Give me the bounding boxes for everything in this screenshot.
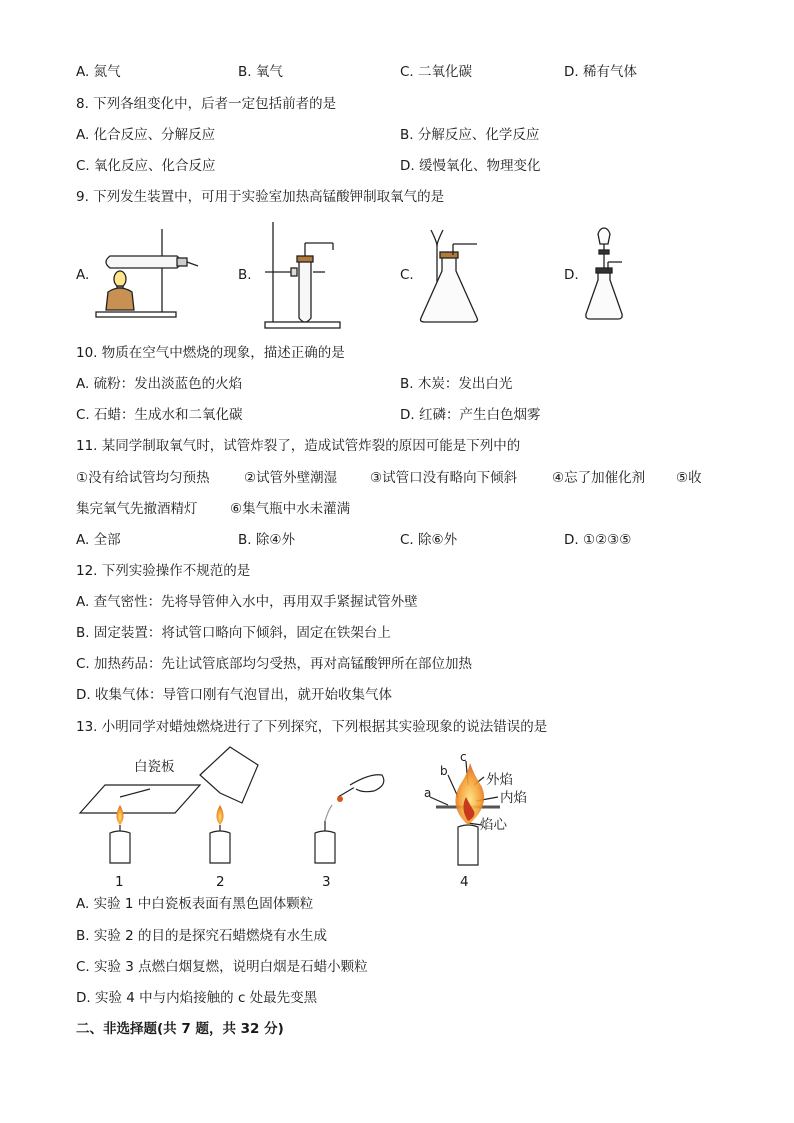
q10-stem: 10. 物质在空气中燃烧的现象，描述正确的是 [76,345,345,361]
q11-reason-6: ⑥集气瓶中水未灌满 [230,501,351,517]
label-b: b [440,764,448,778]
q12-stem: 12. 下列实验操作不规范的是 [76,563,251,579]
label-exp-2: 2 [216,874,225,890]
q13-option-b: B. 实验 2 的目的是探究石蜡燃烧有水生成 [76,928,328,944]
q9-option-d-label: D. [564,267,579,283]
label-exp-1: 1 [115,874,124,890]
q8-option-b: B. 分解反应、化学反应 [400,127,540,143]
q9-option-a-label: A. [76,267,90,283]
label-exp-3: 3 [322,874,331,890]
q13-option-d: D. 实验 4 中与内焰接触的 c 处最先变黑 [76,990,318,1006]
q11-reason-5-end: 集完氧气先撤酒精灯 [76,501,198,517]
q10-option-c: C. 石蜡：生成水和二氧化碳 [76,407,243,423]
label-flame-core: 焰心 [480,817,507,833]
q13-option-a: A. 实验 1 中白瓷板表面有黑色固体颗粒 [76,896,314,912]
q7-option-a: A. 氮气 [76,64,121,80]
q9-stem: 9. 下列发生装置中，可用于实验室加热高锰酸钾制取氧气的是 [76,189,445,205]
apparatus-b-test-tube-stand [255,218,345,333]
label-outer-flame: 外焰 [486,772,513,788]
q11-option-d: D. ①②③⑤ [564,532,632,548]
q11-reason-3: ③试管口没有略向下倾斜 [370,470,518,486]
q12-option-b: B. 固定装置：将试管口略向下倾斜，固定在铁架台上 [76,625,391,641]
q8-option-d: D. 缓慢氧化、物理变化 [400,158,541,174]
q9-option-b-label: B. [238,267,252,283]
q11-option-b: B. 除④外 [238,532,295,548]
apparatus-c-flask-funnel [415,226,485,326]
q11-option-a: A. 全部 [76,532,121,548]
q8-option-c: C. 氧化反应、化合反应 [76,158,216,174]
q9-option-c-label: C. [400,267,414,283]
q12-option-d: D. 收集气体：导管口刚有气泡冒出，就开始收集气体 [76,687,392,703]
q11-reason-4: ④忘了加催化剂 [552,470,646,486]
q7-option-c: C. 二氧化碳 [400,64,473,80]
q11-stem: 11. 某同学制取氧气时，试管炸裂了，造成试管炸裂的原因可能是下列中的 [76,438,521,454]
q8-stem: 8. 下列各组变化中，后者一定包括前者的是 [76,96,337,112]
q10-option-b: B. 木炭：发出白光 [400,376,513,392]
apparatus-a-heating-tube [92,224,202,324]
q12-option-a: A. 查气密性：先将导管伸入水中，再用双手紧握试管外壁 [76,594,418,610]
q11-reason-5-start: ⑤收 [676,470,702,486]
q7-option-d: D. 稀有气体 [564,64,637,80]
q13-stem: 13. 小明同学对蜡烛燃烧进行了下列探究，下列根据其实验现象的说法错误的是 [76,719,548,735]
q12-option-c: C. 加热药品：先让试管底部均匀受热，再对高锰酸钾所在部位加热 [76,656,473,672]
q11-option-c: C. 除⑥外 [400,532,458,548]
q7-option-b: B. 氧气 [238,64,283,80]
q13-option-c: C. 实验 3 点燃白烟复燃，说明白烟是石蜡小颗粒 [76,959,368,975]
label-white-plate: 白瓷板 [134,759,175,775]
label-a: a [424,786,432,800]
label-c: c [460,750,467,764]
label-exp-4: 4 [460,874,469,890]
apparatus-d-separatory-flask [580,224,640,324]
q11-reason-2: ②试管外壁潮湿 [244,470,338,486]
section-heading: 二、非选择题(共 7 题，共 32 分) [76,1021,284,1037]
q10-option-a: A. 硫粉：发出淡蓝色的火焰 [76,376,243,392]
label-inner-flame: 内焰 [500,790,527,806]
q8-option-a: A. 化合反应、分解反应 [76,127,216,143]
q10-option-d: D. 红磷：产生白色烟雾 [400,407,541,423]
q11-reason-1: ①没有给试管均匀预热 [76,470,210,486]
